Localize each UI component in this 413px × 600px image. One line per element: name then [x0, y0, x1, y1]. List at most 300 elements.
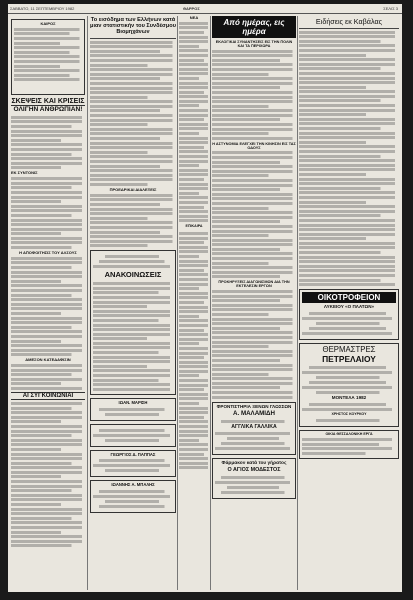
text-line — [179, 430, 209, 433]
column-divider — [87, 16, 88, 590]
text-line — [11, 237, 85, 240]
text-line — [212, 161, 283, 164]
text-line — [179, 301, 205, 304]
text-line — [179, 36, 209, 39]
text-line — [212, 197, 296, 200]
text-line — [90, 226, 176, 229]
text-line — [11, 439, 85, 442]
advert-languages: ΑΓΓΛΙΚΑ ΓΑΛΛΙΚΑ — [231, 423, 277, 430]
article-eparchia — [11, 171, 85, 249]
text-line — [299, 233, 399, 236]
text-line — [299, 150, 399, 153]
text-line — [316, 376, 382, 379]
text-line — [212, 137, 296, 140]
text-line — [299, 99, 384, 102]
text-line — [179, 45, 200, 48]
text-line — [179, 379, 209, 382]
text-line — [93, 379, 161, 382]
text-line — [316, 391, 382, 394]
header-page-number: ΣΕΛΙΣ 3 — [383, 6, 398, 11]
text-line — [90, 77, 163, 80]
text-line — [93, 464, 173, 467]
text-line — [299, 122, 399, 125]
text-line — [299, 104, 399, 107]
advert-title: ΟΙΚΙΑ ΘΕΣΣΑΛΟΝΙΚΗ ΕΡΓΑ — [325, 431, 373, 436]
text-line — [299, 219, 399, 222]
text-line — [90, 123, 150, 126]
text-line — [221, 476, 287, 479]
text-line — [299, 54, 369, 57]
text-line — [179, 462, 209, 465]
text-line — [90, 165, 163, 168]
text-line — [212, 50, 296, 53]
text-line — [212, 225, 296, 228]
text-line — [179, 22, 209, 25]
text-line — [11, 407, 74, 410]
column-divider — [297, 16, 298, 590]
text-line — [93, 374, 173, 377]
text-line — [299, 205, 399, 208]
text-line — [90, 45, 176, 48]
text-line — [299, 63, 399, 66]
text-line — [179, 443, 209, 446]
text-line — [11, 191, 85, 194]
text-line — [212, 54, 296, 57]
text-line — [179, 310, 209, 313]
divider — [299, 28, 399, 29]
text-line — [11, 289, 85, 292]
divider — [90, 38, 176, 39]
text-line — [179, 118, 205, 121]
text-line — [90, 244, 150, 247]
text-line — [179, 365, 209, 368]
text-line — [299, 182, 399, 185]
column-4 — [212, 16, 296, 590]
text-line — [11, 125, 74, 128]
text-line — [179, 232, 209, 235]
advert-pharmakon — [212, 458, 296, 499]
text-line — [11, 261, 85, 264]
text-line — [212, 96, 296, 99]
text-line — [11, 540, 85, 543]
text-line — [11, 466, 85, 469]
text-line — [11, 280, 63, 283]
weather-box — [11, 19, 85, 95]
text-line — [90, 231, 163, 234]
article-synkoinonia — [11, 392, 85, 547]
text-line — [14, 69, 82, 72]
narrow-column-title: ΕΠΙΚΑΙΡΑ — [185, 224, 203, 229]
text-line — [90, 82, 176, 85]
text-line — [93, 346, 173, 349]
text-line — [316, 322, 382, 325]
text-line — [302, 447, 396, 450]
text-line — [302, 371, 396, 374]
text-line — [93, 328, 173, 331]
text-line — [11, 411, 85, 414]
text-line — [90, 91, 176, 94]
text-line — [212, 313, 271, 316]
text-line — [212, 318, 296, 321]
text-line — [11, 139, 63, 142]
text-line — [179, 241, 205, 244]
column-5 — [299, 16, 399, 590]
text-line — [11, 209, 85, 212]
text-line — [11, 228, 85, 231]
text-line — [90, 87, 176, 90]
text-line — [90, 96, 150, 99]
text-line — [14, 55, 82, 58]
text-line — [299, 173, 369, 176]
skepseis-subtitle: ΟΛΙΓΗΝ ΑΝΘΡΩΠΙΑΝ! — [13, 106, 83, 114]
text-line — [212, 91, 296, 94]
text-line — [90, 146, 176, 149]
text-line — [93, 287, 173, 290]
text-line — [179, 114, 209, 117]
text-line — [179, 31, 205, 34]
text-line — [90, 194, 176, 197]
text-line — [179, 164, 200, 167]
text-line — [11, 430, 85, 433]
text-line — [11, 387, 85, 390]
text-line — [212, 386, 283, 389]
text-line — [179, 416, 205, 419]
narrow-column-title: ΝΕΑ — [189, 16, 199, 20]
advert-model: ΜΟΝΤΕΛΑ 1982 — [331, 395, 367, 401]
text-line — [212, 354, 296, 357]
text-line — [11, 246, 74, 249]
text-line — [212, 68, 296, 71]
text-line — [179, 183, 209, 186]
text-line — [299, 136, 399, 139]
text-line — [11, 369, 85, 372]
text-line — [90, 68, 176, 71]
text-line — [227, 486, 282, 489]
text-line — [179, 425, 209, 428]
text-line — [299, 187, 384, 190]
text-line — [11, 214, 74, 217]
text-line — [299, 201, 369, 204]
text-line — [11, 116, 85, 119]
text-line — [179, 347, 209, 350]
advert-title: ΘΕΡΜΑΣΤΡΕΣ — [322, 345, 376, 355]
text-line — [99, 429, 167, 432]
text-line — [179, 137, 209, 140]
text-line — [90, 151, 150, 154]
text-line — [90, 203, 163, 206]
text-line — [11, 257, 85, 260]
text-line — [299, 191, 399, 194]
text-line — [212, 271, 296, 274]
text-line — [299, 196, 399, 199]
text-line — [93, 365, 149, 368]
text-line — [299, 246, 399, 249]
text-line — [14, 28, 82, 31]
article-title: ΕΚ ΣΥΝΤΟΝΙΣ — [11, 170, 38, 176]
text-line — [90, 208, 176, 211]
text-line — [299, 127, 384, 130]
text-line — [14, 37, 82, 40]
text-line — [93, 495, 173, 498]
text-line — [299, 49, 399, 52]
text-line — [212, 216, 296, 219]
text-line — [179, 201, 209, 204]
text-line — [299, 214, 384, 217]
section-masthead: Από ημέρας, εις ημέρα — [212, 16, 296, 38]
text-line — [299, 58, 399, 61]
newspaper-page — [8, 4, 402, 592]
text-line — [299, 155, 384, 158]
text-line — [299, 44, 399, 47]
text-line — [99, 459, 167, 462]
text-line — [179, 178, 205, 181]
text-line — [179, 82, 209, 85]
article-headline: Η ΑΣΤΥΝΟΜΙΑ ΕΛΕΓΧΕΙ ΤΗΝ ΚΙΝΗΣΙΝ ΕΙΣ ΤΑΣ ΟΔΟΥΣ — [212, 141, 296, 150]
text-line — [11, 130, 85, 133]
text-line — [179, 342, 200, 345]
text-line — [11, 503, 63, 506]
text-line — [299, 145, 399, 148]
text-line — [11, 494, 85, 497]
advert-title: Φάρμακον κατά του γήρατος — [221, 461, 287, 467]
text-line — [179, 26, 209, 29]
text-line — [14, 74, 72, 77]
advert-box — [90, 450, 176, 477]
text-line — [11, 498, 85, 501]
text-line — [179, 264, 209, 267]
text-line — [93, 319, 161, 322]
text-line — [11, 153, 74, 156]
article-headline: ΕΚΛΟΓΙΚΑΙ ΣΥΝΑΝΤΗΣΕΙΣ ΕΙΣ ΤΗΝ ΠΟΛΙΝ ΚΑΙ ΤΑ ΠΕΡΙΧΩΡΑ — [215, 40, 293, 48]
text-line — [179, 160, 209, 163]
text-line — [179, 466, 209, 469]
text-line — [93, 305, 149, 308]
text-line — [212, 114, 296, 117]
text-line — [212, 239, 296, 242]
text-line — [90, 198, 176, 201]
skepseis-title: ΣΚΕΨΕΙΣ ΚΑΙ ΚΡΙΣΕΙΣ — [11, 98, 85, 105]
text-line — [179, 206, 205, 209]
text-line — [309, 312, 389, 315]
text-line — [14, 32, 72, 35]
text-line — [212, 257, 296, 260]
text-line — [11, 531, 63, 534]
text-line — [309, 366, 389, 369]
text-line — [299, 265, 399, 268]
text-line — [212, 295, 296, 298]
text-line — [90, 128, 176, 131]
text-line — [179, 63, 209, 66]
text-line — [90, 142, 176, 145]
text-line — [212, 243, 296, 246]
advert-subtitle: Ο ΑΓΙΟΣ ΜΟΔΕΣΤΟΣ — [227, 467, 281, 474]
text-line — [212, 331, 296, 334]
text-line — [93, 356, 173, 359]
text-line — [179, 374, 200, 377]
text-line — [179, 192, 200, 195]
text-line — [11, 402, 85, 405]
text-line — [299, 81, 399, 84]
text-line — [11, 508, 85, 511]
text-line — [212, 382, 296, 385]
text-line — [179, 219, 209, 222]
advert-phrontisteria — [212, 402, 296, 456]
text-line — [14, 78, 82, 81]
text-line — [93, 337, 149, 340]
text-line — [14, 46, 82, 49]
text-line — [299, 224, 399, 227]
article-story1 — [212, 40, 296, 140]
text-line — [11, 344, 85, 347]
article-title: ΠΡΟΕΔΡΙΚΑΙ ΔΙΑΛΕΞΕΙΣ — [109, 186, 157, 192]
text-line — [299, 228, 399, 231]
text-line — [90, 183, 150, 186]
advert-dealer: ΧΡΗΣΤΟΣ ΚΟΥΡΚΟΥ — [331, 411, 367, 416]
text-line — [93, 342, 173, 345]
text-line — [212, 377, 296, 380]
text-line — [302, 386, 396, 389]
text-line — [14, 51, 72, 54]
article-proedreia — [90, 188, 176, 247]
text-line — [299, 242, 399, 245]
text-line — [212, 341, 296, 344]
text-line — [212, 391, 296, 394]
column-divider — [210, 16, 211, 590]
text-line — [179, 150, 209, 153]
text-line — [179, 215, 209, 218]
advert-box — [90, 424, 176, 447]
column-2 — [90, 16, 176, 590]
text-line — [212, 151, 296, 154]
text-line — [221, 442, 287, 445]
text-line — [212, 123, 296, 126]
text-line — [212, 373, 271, 376]
text-line — [221, 491, 287, 494]
text-line — [105, 255, 161, 258]
text-line — [11, 330, 85, 333]
text-line — [179, 402, 200, 405]
text-line — [179, 54, 209, 57]
text-line — [14, 42, 62, 45]
text-line — [299, 118, 399, 121]
text-line — [105, 439, 161, 442]
text-line — [11, 120, 85, 123]
text-line — [179, 59, 205, 62]
text-line — [212, 275, 283, 278]
text-line — [179, 315, 200, 318]
text-line — [14, 60, 82, 63]
announcements-box — [90, 250, 176, 395]
text-line — [11, 162, 85, 165]
text-line — [212, 350, 296, 353]
text-line — [11, 205, 85, 208]
text-line — [11, 134, 85, 137]
article-headline: Το εισόδημα των Ελλήνων κατά μιαν στατιστικήν του Συνδέσμου Βιομηχάνων — [90, 17, 176, 35]
header-date: ΣΑΒΒΑΤΟ, 11 ΣΕΠΤΕΜΒΡΙΟΥ 1982 — [10, 6, 75, 11]
text-line — [105, 413, 161, 416]
text-line — [11, 485, 85, 488]
text-line — [90, 221, 176, 224]
text-line — [212, 364, 296, 367]
text-line — [212, 336, 296, 339]
text-line — [302, 452, 368, 455]
text-line — [179, 361, 209, 364]
text-line — [212, 86, 283, 89]
text-line — [212, 262, 271, 265]
text-line — [179, 127, 209, 130]
text-line — [179, 255, 200, 258]
text-line — [179, 250, 209, 253]
text-line — [11, 448, 63, 451]
text-line — [179, 210, 209, 213]
text-line — [316, 419, 382, 422]
text-line — [11, 443, 85, 446]
text-line — [299, 72, 399, 75]
column-skepseis — [11, 98, 85, 169]
advert-title: ΦΡΟΝΤΙΣΤΗΡΙΑ ΞΕΝΩΝ ΓΛΩΣΣΩΝ — [216, 403, 292, 409]
text-line — [90, 155, 176, 158]
text-line — [11, 284, 85, 287]
text-line — [299, 141, 369, 144]
text-line — [179, 370, 209, 373]
text-line — [212, 109, 296, 112]
advert-thermastres — [299, 343, 399, 427]
text-line — [11, 364, 85, 367]
text-line — [212, 156, 296, 159]
text-line — [90, 114, 176, 117]
text-line — [212, 118, 283, 121]
text-line — [93, 388, 173, 391]
text-line — [179, 237, 209, 240]
text-line — [212, 77, 296, 80]
text-line — [11, 303, 85, 306]
text-line — [11, 166, 63, 169]
text-line — [179, 453, 205, 456]
text-line — [299, 274, 399, 277]
text-line — [11, 196, 85, 199]
text-line — [11, 457, 85, 460]
text-line — [179, 141, 209, 144]
article-aixmi — [11, 251, 85, 356]
text-line — [90, 240, 176, 243]
article-headline: Ειδήσεις εκ Καβάλας — [315, 17, 383, 26]
text-line — [99, 490, 167, 493]
text-line — [11, 512, 85, 515]
text-line — [93, 296, 173, 299]
text-line — [105, 469, 161, 472]
text-line — [11, 480, 85, 483]
text-line — [93, 434, 173, 437]
text-line — [302, 408, 396, 411]
text-line — [212, 73, 271, 76]
text-line — [212, 220, 283, 223]
text-line — [93, 383, 173, 386]
text-line — [299, 132, 399, 135]
text-line — [212, 230, 296, 233]
text-line — [11, 489, 74, 492]
synkoinonia-title: ΑΙ ΣΥΓΚΟΙΝΩΝΙΑΙ — [11, 392, 85, 400]
text-line — [212, 359, 283, 362]
text-line — [11, 535, 85, 538]
text-line — [179, 91, 205, 94]
text-line — [11, 148, 85, 151]
text-line — [99, 408, 167, 411]
text-line — [99, 505, 167, 508]
text-line — [90, 54, 176, 57]
text-line — [299, 178, 399, 181]
text-line — [11, 266, 74, 269]
text-line — [212, 59, 283, 62]
